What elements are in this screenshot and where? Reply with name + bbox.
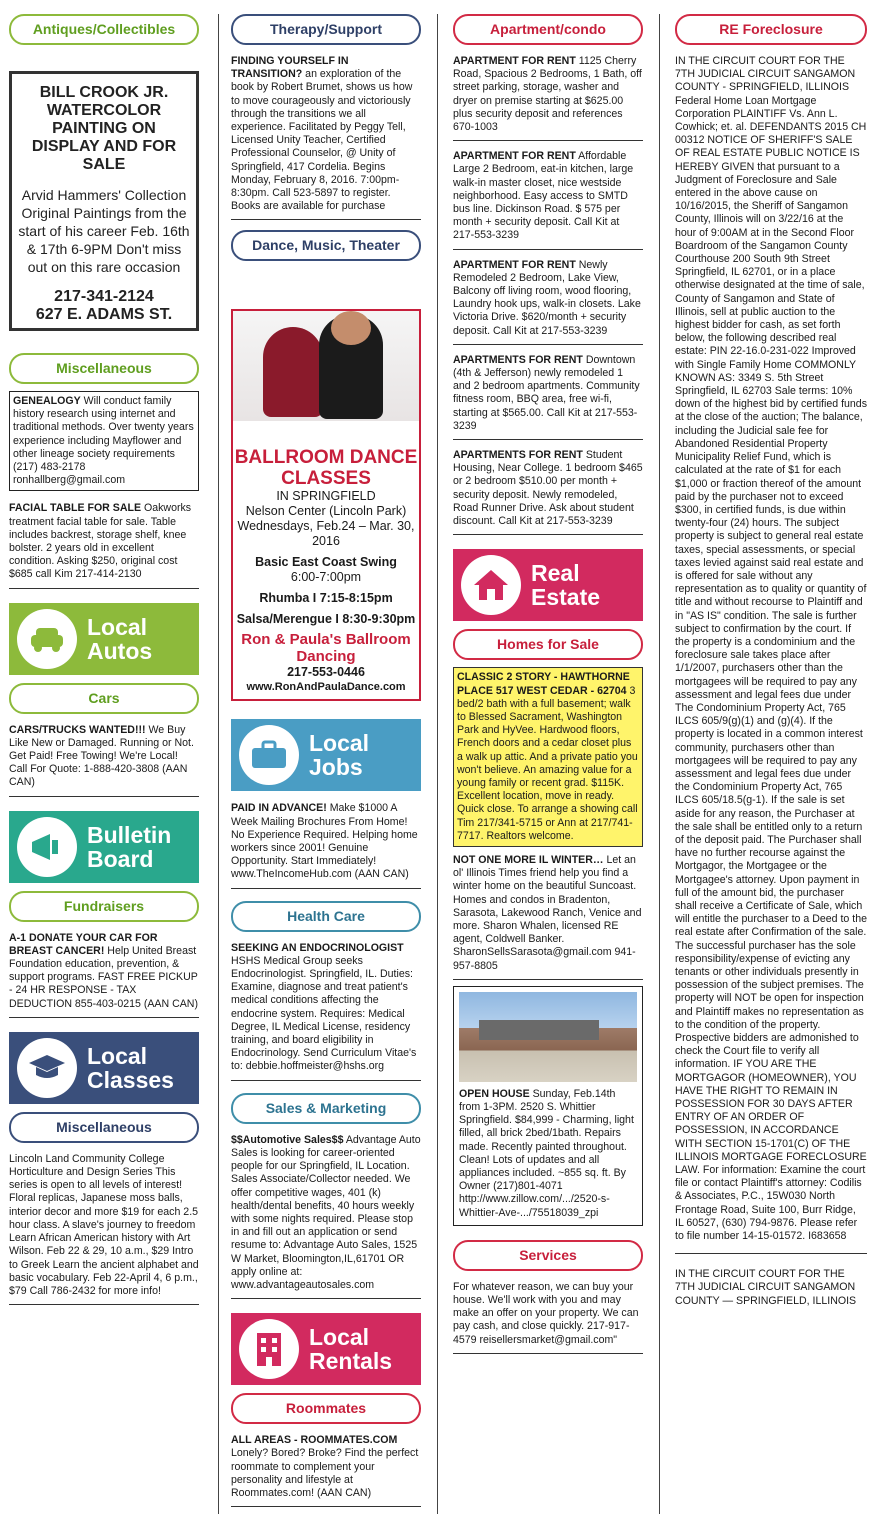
cars-text: We Buy Like New or Damaged. Running or Not. Get Paid! Free Towing! We're Local! Call For Quote: 1-888-420-3808 (AAN CAN) (9, 723, 194, 789)
facial-lead: FACIAL TABLE FOR SALE (9, 502, 142, 515)
local-rentals-label: Local Rentals (309, 1324, 393, 1375)
llcc-text: Lincoln Land Community College Horticulture and Design Series This series is open to all levels of interest! Floral replicas, Japanese moss balls, interior decor and more $19 for each 2.5 hour class. A slave's journey to freedom Learn African American history with Art Wilson. Feb 22 & 29, 10 a.m., $29 Intro to Greek Learn the ancient alphabet and basic vocabulary. Feb 22-April 4, 6 p.m., $79 Call 786-2432 for more info! (9, 1152, 199, 1297)
megaphone-icon (17, 817, 77, 877)
local-jobs-banner (231, 719, 421, 791)
dance-venue: Nelson Center (Lincoln Park) (245, 504, 407, 519)
dance-salsa: Salsa/Merengue I 8:30-9:30pm (236, 612, 416, 627)
dance-phone: 217-553-0446 (287, 665, 365, 680)
real-estate-banner (453, 549, 643, 621)
auto-text: Advantage Auto Sales is looking for career-oriented people for our Springfield, IL Location. Sales Associate/Collector needed. We offer competitive wages, 401 (k) health/dental benefits, 40 hours weekly with some nights required. Please stop in and fill out an application or send resume to: Advantage Auto Sales, 1525 W Market, Bloomington,IL,61701 OR apply online at: www.advantageautosales.com (231, 1133, 421, 1291)
column-3 (453, 14, 643, 1360)
bulletin-board-banner (9, 811, 199, 883)
column-4 (675, 14, 867, 1308)
local-autos-label: Local Autos (87, 613, 153, 664)
apt4-lead: APARTMENTS FOR RENT (453, 353, 583, 366)
crook-phone: 217-341-2124 (54, 288, 154, 305)
cars-ad (9, 721, 199, 797)
winter-ad (453, 851, 643, 980)
apartment-header: Apartment/condo (453, 14, 643, 45)
genealogy-text: Will conduct family history research using internet and traditional methods. Over twenty years experience including Mayflower and other lineage society requirements (217) 483-2178 ronhallberg@gmail.com (13, 395, 194, 487)
misc2-header: Miscellaneous (9, 1112, 199, 1143)
auto-lead: $$Automotive Sales$$ (231, 1133, 344, 1146)
roommates-ad (231, 1431, 421, 1507)
facial-ad (9, 499, 199, 588)
classic-home-ad (453, 667, 643, 847)
column-2 (231, 14, 421, 1513)
llcc-ad (9, 1150, 199, 1305)
apt2-lead: APARTMENT FOR RENT (453, 150, 576, 163)
apt-ad-4 (453, 351, 643, 440)
notice-text: IN THE CIRCUIT COURT FOR THE 7TH JUDICIAL CIRCUIT SANGAMON COUNTY - SPRINGFIELD, ILLINOIS Federal Home Loan Mortgage Corporation PLAINTIFF Vs. Ann L. Cowhick; et. al. DEFENDANTS 2015 CH 00312 NOTICE OF SHERIFF'S SALE OF REAL ESTATE PUBLIC NOTICE IS HEREBY GIVEN that pursuant to a Judgment of Foreclosure and Sale entered in the above cause on 10/16/2015, the Sheriff of Sangamon County, Illinois will on 3/22/16 at the hour of 9:00AM at in the Second Floor Boardroom of the Sangamon County Courthouse 200 South 9th Street Springfield, IL 62701, or in a place otherwise designated at the time of sale, County of Sangamon and State of Illinois, sell at public auction to the highest bidder for cash, as set forth below, the following described real estate: PIN 22-16.0-231-022 Improved with Single Family Home COMMONLY KNOWN AS: 3349 S. 5th Street Springfield, IL 62703 Sale terms: 10% down of the highest bid by certified funds at the close of the auction; The balance, including the Judicial sale fee for Abandoned Residential Property Municipality Relief Fund, which is calculated at the rate of $1 for each $1,000 or fraction thereof of the amount paid by the purchaser not to exceed $300, in certified funds, is due within twenty-four (24) hours. The subject property is subject to general real estate taxes, special assessments, or special taxes levied against said real estate and is offered for sale without any representation as to quality or quantity of title and without recourse to Plaintiff and in "AS IS" condition. The sale is further subject to confirmation by the court. If the property is a condominium and the foreclosure sale takes place after 1/1/2007, purchasers other than the mortgagees will be required to pay any assessment and legal fees due under The Condominium Property Act, 765 ILCS 605/9(g)(1) and (g)(4). If the property is located in a common interest community, purchasers other than mortgagees will be required to pay any assessment and legal fees due under the Condominium Property Act, 765 ILCS 605/18.5(g-1). If the sale is set aside for any reason, the Purchaser at the sale shall be entitled only to a return of the deposit paid. The Purchaser shall have no further recourse against the Mortgagor, the Mortgagee or the Mortgagee's attorney. Upon payment in full of the amount bid, the purchaser shall receive a Certificate of Sale, which will entitle the purchaser to a Deed to the real estate after Confirmation of the sale. The successful purchaser has the sole responsibility/expense of evicting any tenants or other individuals presently in possession of the subject premises. The property will NOT be open for inspection and Plaintiff makes no representation as to the condition of the property. Prospective bidders are admonished to check the Court file to verify all information. IF YOU ARE THE MORTGAGOR (HOMEOWNER), YOU HAVE THE RIGHT TO REMAIN IN POSSESSION FOR 30 DAYS AFTER ENTRY OF AN ORDER OF POSSESSION, IN ACCORDANCE WITH SECTION 15-1701(C) OF THE ILLINOIS MORTGAGE FORECLOSURE LAW. For information: Examine the court file or contact Plaintiff's attorney: Codilis & Associates, P.C., 15W030 North Frontage Road, Suite 100, Burr Ridge, IL 60527, (630) 794-9876. Please refer to file number 14-15-01572. I683658 (675, 55, 867, 1243)
room-text: Lonely? Bored? Broke? Find the perfect roommate to complement your personality and lifestyle at Roommates.com! (AAN CAN) (231, 1447, 419, 1499)
sales-header: Sales & Marketing (231, 1093, 421, 1124)
dance-dates: Wednesdays, Feb.24 – Mar. 30, 2016 (237, 519, 415, 549)
apt-ad-2 (453, 147, 643, 249)
apt1-lead: APARTMENT FOR RENT (453, 55, 576, 67)
foreclosure-notice (675, 52, 867, 1254)
auto-sales-ad (231, 1131, 421, 1299)
fundraiser-ad (9, 929, 199, 1018)
real-estate-label: Real Estate (531, 560, 601, 611)
transition-text: an exploration of the book by Robert Brumet, shows us how to move courageously and victoriously through the transitions we all experience. Facilitated by Peggy Tell, Licensed Unity Teacher, Certified Professional Counselor, @ Unity of Springfield, 417 Cordelia. Begins Monday, February 8, 2016. 7:00pm-8:30pm. Call 523-5897 to register. Books are available for purchase (231, 68, 413, 213)
briefcase-icon (239, 725, 299, 785)
dance-where: IN SPRINGFIELD (276, 489, 376, 504)
dance-rhumba: Rhumba I 7:15-8:15pm (259, 591, 393, 606)
dance-title: BALLROOM DANCE CLASSES (234, 447, 418, 490)
services-header: Services (453, 1240, 643, 1271)
fundraiser-text: Help United Breast Foundation education, prevention, & support programs. FAST FREE PICKUP - 24 HR RESPONSE - TAX DEDUCTION 855-403-0215 (AAN CAN) (9, 944, 198, 1010)
building-icon (239, 1319, 299, 1379)
endo-lead: SEEKING AN ENDOCRINOLOGIST (231, 941, 404, 954)
dancers-photo (233, 311, 419, 421)
column-1 (9, 14, 199, 1311)
dance-swing: Basic East Coast Swing (255, 555, 397, 570)
classic-text: 3 bed/2 bath with a full basement; walk to Blessed Sacrament, Washington Park and HyVee. Hardwood floors, French doors and a cedar closet plus a walk up attic. And a private patio you won't believe. An amazing value for a young family or recent grad. $115K. Excellent location, move in ready. Quick close. To arrange a showing call Tim 217/341-5715 or Ann at 217/741-7717. Realtors welcome. (457, 684, 638, 842)
graduation-cap-icon (17, 1038, 77, 1098)
homes-header: Homes for Sale (453, 629, 643, 660)
room-lead: ALL AREAS - ROOMMATES.COM (231, 1434, 398, 1447)
dance-swing-time: 6:00-7:00pm (290, 570, 362, 585)
crook-display-ad (9, 71, 199, 331)
open-house-ad (453, 986, 643, 1226)
apt2-text: Affordable Large 2 Bedroom, eat-in kitchen, large walk-in master closet, nice westside neighborhood. Easy access to SMTD bus line. Dickinson Road. $ 575 per month + security deposit. Call Kit at 217-553-3239 (453, 150, 634, 242)
apt3-lead: APARTMENT FOR RENT (453, 258, 576, 271)
winter-lead: NOT ONE MORE IL WINTER… (453, 853, 604, 866)
antiques-header: Antiques/Collectibles (9, 14, 199, 45)
genealogy-lead: GENEALOGY (13, 395, 81, 407)
dance-header: Dance, Music, Theater (231, 230, 421, 261)
apt3-text: Newly Remodeled 2 Bedroom, Lake View, Balcony off living room, wood flooring, Laundry hook ups, walk-in closets. Lake Victoria Drive. $620/month + security deposit. Call Kit at 217-553-3239 (453, 258, 641, 337)
ballroom-dance-ad (231, 309, 421, 701)
car-icon (17, 609, 77, 669)
local-rentals-banner (231, 1313, 421, 1385)
apt-ad-5 (453, 446, 643, 535)
cars-lead: CARS/TRUCKS WANTED!!! (9, 723, 146, 736)
open-text: Sunday, Feb.14th from 1-3PM. 2520 S. Whittier Springfield. $84,999 - Charming, light filled, all brick 2bed/1bath. Repairs made. Recently painted throughout. Clean! Lots of updates and all appliances included. ~855 sq. ft. By Owner (217)801-4071 http://www.zillow.com/.../2520-s-Whittier-Ave-.../75518039_zpi (459, 1087, 634, 1219)
cars-header: Cars (9, 683, 199, 714)
facial-text: Oakworks treatment facial table for sale. Table includes backrest, storage shelf, knee bolster. 2 years old in excellent condition. Asking $250, original cost $685 call Kim 217-414-2130 (9, 502, 192, 581)
house-photo (459, 992, 637, 1082)
transition-ad (231, 52, 421, 220)
apt4-text: Downtown (4th & Jefferson) newly remodeled 1 and 2 bedroom apartments. Community fitness room, BBQ area, free wi-fi, starting at $565.00. Call Kit at 217-553-3239 (453, 353, 640, 432)
apt5-text: Student Housing, Near College. 1 bedroom $465 or 2 bedroom $510.00 per month + security deposit. Newly remodeled, Road Runner Drive. Ask about student discount. Call Kit at 217-553-3239 (453, 449, 643, 528)
local-autos-banner (9, 603, 199, 675)
local-jobs-label: Local Jobs (309, 730, 370, 781)
apt-ad-1 (453, 52, 643, 141)
crook-address: 627 E. ADAMS ST. (35, 306, 173, 323)
open-lead: OPEN HOUSE (459, 1087, 530, 1100)
foreclosure-notice-2 (675, 1260, 867, 1308)
roommates-header: Roommates (231, 1393, 421, 1424)
genealogy-ad (9, 391, 199, 491)
crook-subtext: Arvid Hammers' Collection Original Paintings from the start of his career Feb. 16th & 17th 6-9PM Don't miss out on this rare occasion (18, 187, 190, 275)
fundraisers-header: Fundraisers (9, 891, 199, 922)
dance-web: www.RonAndPaulaDance.com (246, 681, 406, 694)
apt-ad-3 (453, 256, 643, 345)
transition-lead: FINDING YOURSELF IN TRANSITION? (231, 55, 349, 81)
services-text: For whatever reason, we can buy your house. We'll work with you and may make an offer on your property. We can pay cash, and close quickly. 217-917-4579 reisellersmarket@gmail.com" (453, 1280, 639, 1346)
house-icon (461, 555, 521, 615)
foreclosure-header: RE Foreclosure (675, 14, 867, 45)
services-ad (453, 1278, 643, 1354)
endo-ad (231, 939, 421, 1081)
notice2-text: IN THE CIRCUIT COURT FOR THE 7TH JUDICIAL CIRCUIT SANGAMON COUNTY — SPRINGFIELD, ILLINOIS (675, 1268, 857, 1307)
health-header: Health Care (231, 901, 421, 932)
crook-title: BILL CROOK JR. WATERCOLOR PAINTING ON DISPLAY AND FOR SALE (31, 84, 177, 173)
fundraiser-lead: A-1 DONATE YOUR CAR FOR BREAST CANCER! (9, 931, 158, 957)
local-classes-banner (9, 1032, 199, 1104)
paid-advance-ad (231, 799, 421, 888)
winter-text: Let an ol' Illinois Times friend help you find a winter home on the beautiful Suncoast. Homes and condos in Bradenton, Sarasota, Lakewood Ranch, Venice and more. Sharon Whalen, licensed RE agent, Coldwell Banker. SharonSellsSarasota@gmail.com 941-957-8805 (453, 853, 642, 972)
endo-text: HSHS Medical Group seeks Endocrinologist. Springfield, IL. Duties: Examine, diagnose and treat patient's medical conditions affecting the endocrine system. Requires: Medical Degree, IL Medical License, residency training, and board eligibility in Endocrinology. Send Curriculum Vitae's to: debbie.hoffmeister@hshs.org (231, 954, 417, 1073)
dance-studio: Ron & Paula's Ballroom Dancing (241, 631, 411, 666)
bulletin-board-label: Bulletin Board (87, 821, 172, 872)
paid-text: Make $1000 A Week Mailing Brochures From Home! No Experience Required. Helping home workers since 2001! Genuine Opportunity. Start Immediately! www.TheIncomeHub.com (AAN CAN) (231, 802, 418, 881)
apt1-text: 1125 Cherry Road, Spacious 2 Bedrooms, 1 Bath, off street parking, storage, washer and dryer on premise starting at $625.00 plus security deposit and references 670-1003 (453, 55, 642, 134)
local-classes-label: Local Classes (87, 1042, 174, 1093)
apt5-lead: APARTMENTS FOR RENT (453, 449, 583, 462)
therapy-header: Therapy/Support (231, 14, 421, 45)
classic-lead: CLASSIC 2 STORY - HAWTHORNE PLACE 517 WEST CEDAR - 62704 (457, 671, 630, 697)
paid-lead: PAID IN ADVANCE! (231, 802, 327, 815)
misc-header: Miscellaneous (9, 353, 199, 384)
